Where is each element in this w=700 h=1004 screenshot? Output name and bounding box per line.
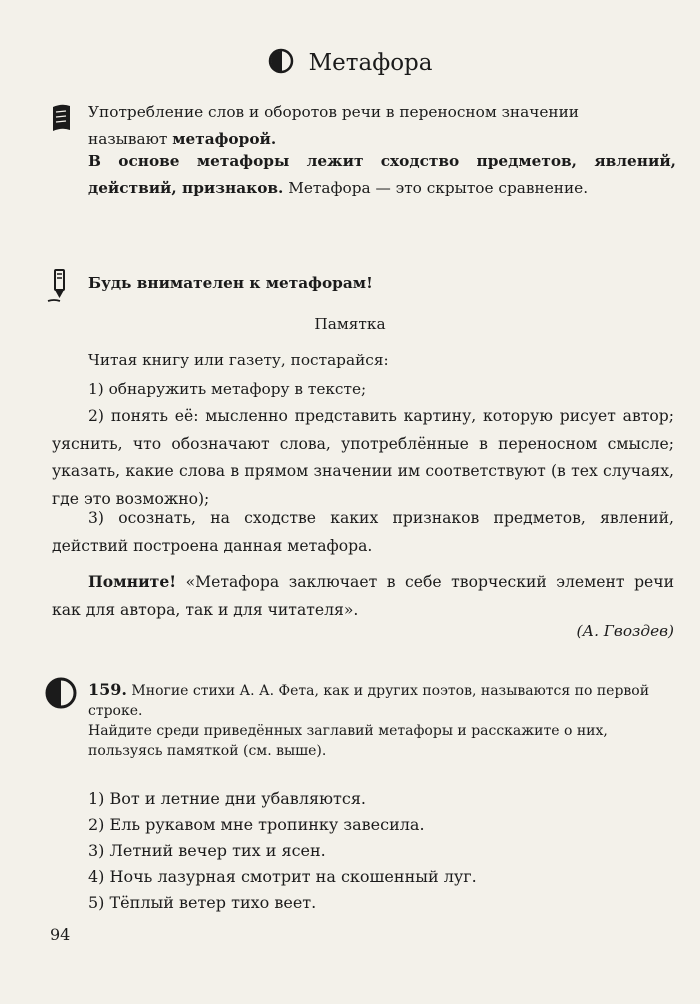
- list-item: 1) Вот и летние дни убавляются.: [88, 789, 366, 808]
- attention-heading: [88, 270, 373, 297]
- exercise-intro: Многие стихи А. А. Фета, как и других поэтов, называются по первой строке.: [88, 683, 650, 719]
- definition-line: Употребление слов и оборотов речи в переносном значении: [88, 103, 579, 121]
- memo-title: Памятка: [314, 315, 386, 333]
- exercise-instruction: Найдите среди приведённых заглавий метафоры и расскажите о них, пользуясь памяткой (см. выше).: [88, 723, 608, 759]
- quote-text: «Метафора заключает в себе творческий элемент речи как для автора, так и для читателя».: [52, 573, 674, 619]
- list-item: 4) Ночь лазурная смотрит на скошенный луг.: [88, 867, 477, 886]
- metaphor-basis-paragraph: [88, 148, 676, 202]
- memo-intro: Читая книгу или газету, постарайся:: [88, 351, 389, 369]
- definition-block: [88, 99, 676, 153]
- memo-step: 2) понять её: мысленно представить картину, которую рисует автор; уяснить, что обозначают слова, употреблённые в переносном смысле; указать, какие слова в прямом значении им соответствуют (в тех случаях, где это возможно);: [52, 407, 674, 508]
- title-row: [0, 48, 700, 78]
- pencil-icon: [46, 268, 72, 308]
- exercise-text-line: [88, 680, 676, 721]
- attention-heading-text: Будь внимателен к метафорам!: [88, 274, 373, 292]
- exercise-number: 159.: [88, 680, 127, 699]
- remember-quote: [52, 568, 674, 624]
- definition-text: называют: [88, 130, 173, 148]
- list-item: 3) Летний вечер тих и ясен.: [88, 841, 326, 860]
- list-item: 2) Ель рукавом мне тропинку завесила.: [88, 815, 425, 834]
- basis-bold-text: В основе метафоры лежит сходство предметов, явлений, действий, признаков.: [88, 152, 676, 197]
- theory-marker-icon: [268, 48, 294, 78]
- rule-marker-icon: [50, 103, 72, 137]
- remember-label: Помните!: [88, 572, 177, 591]
- exercise-task: [88, 680, 676, 761]
- poem-list: [88, 786, 676, 916]
- list-item: 5) Тёплый ветер тихо веет.: [88, 893, 317, 912]
- quote-author: (А. Гвоздев): [576, 622, 674, 640]
- memo-step: 3) осознать, на сходстве каких признаков предметов, явлений, действий построена данная метафора.: [52, 509, 674, 555]
- page-title: Метафора: [308, 50, 433, 76]
- basis-plain-text: Метафора — это скрытое сравнение.: [283, 179, 589, 197]
- memo-step: 1) обнаружить метафору в тексте;: [88, 380, 367, 398]
- page-number: 94: [50, 925, 71, 944]
- term-metaphor: метафорой.: [172, 130, 277, 148]
- exercise-marker-icon: [44, 676, 78, 714]
